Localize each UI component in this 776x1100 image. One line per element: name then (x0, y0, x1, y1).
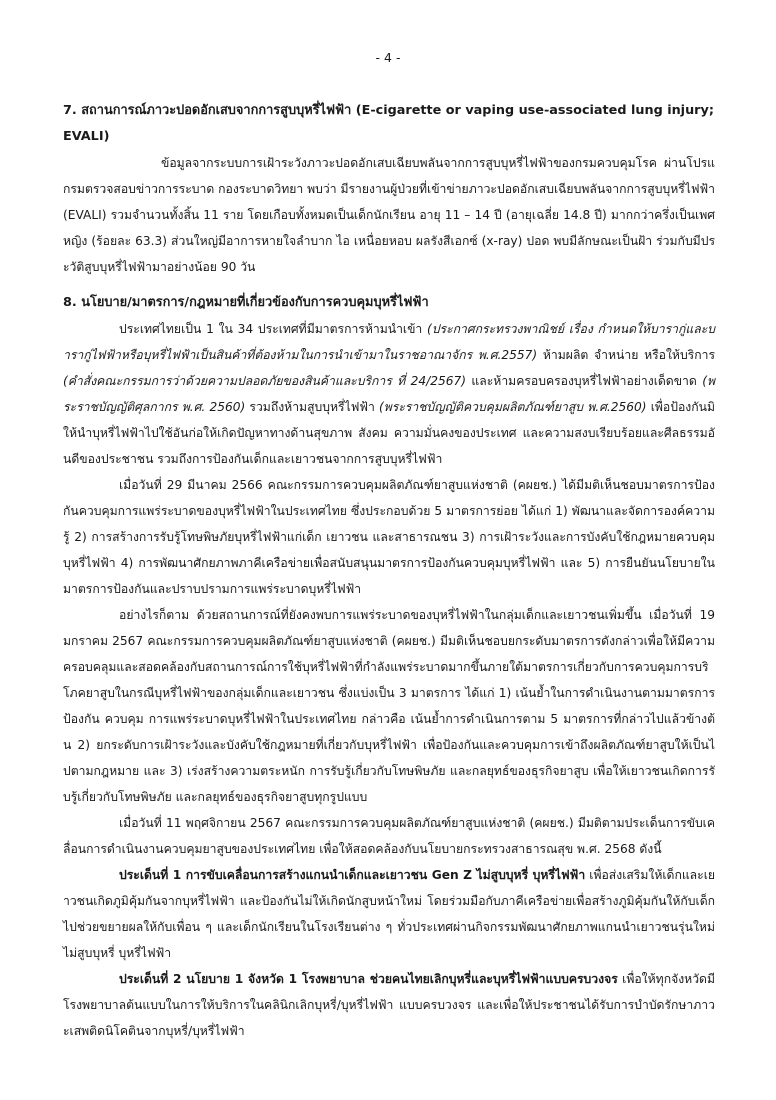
page-content (63, 98, 715, 1044)
section-8-paragraph-3: อย่างไรก็ตาม ด้วยสถานการณ์ที่ยังคงพบการแพร่ระบาดของบุหรี่ไฟฟ้าในกลุ่มเด็กและเยาวชนเพิ่มขึ้น เมื่อวันที่ 19 มกราคม 2567 คณะกรรมการควบคุมผลิตภัณฑ์ยาสูบแห่งชาติ (คผยช.) มีมติเห็นชอบยกระดับมาตรการดังกล่าวเพื่อให้มีความครอบคลุมและสอดคล้องกับสถานการณ์การใช้บุหรี่ไฟฟ้าที่กำลังแพร่ระบาดมากขึ้นภายใต้มาตรการเกี่ยวกับการควบคุมการบริโภคยาสูบในกรณีบุหรี่ไฟฟ้าของกลุ่มเด็กและเยาวชน ซึ่งแบ่งเป็น 3 มาตรการ ได้แก่ 1) เน้นย้ำในการดำเนินงานตามมาตรการป้องกัน ควบคุม การแพร่ระบาดบุหรี่ไฟฟ้าในประเทศไทย กล่าวคือ เน้นย้ำการดำเนินการตาม 5 มาตรการที่กล่าวไปแล้วข้างต้น 2) ยกระดับการเฝ้าระวังและบังคับใช้กฎหมายที่เกี่ยวกับบุหรี่ไฟฟ้า เพื่อป้องกันและควบคุมการเข้าถึงผลิตภัณฑ์ยาสูบให้เป็นไปตามกฎหมาย และ 3) เร่งสร้างความตระหนัก การรับรู้เกี่ยวกับโทษพิษภัย และกลยุทธ์ของธุรกิจยาสูบ เพื่อให้เยาวชนเกิดการรับรู้เกี่ยวกับโทษพิษภัย และกลยุทธ์ของธุรกิจยาสูบทุกรูปแบบ (63, 608, 715, 804)
section-7 (63, 98, 715, 280)
issue-1-paragraph (63, 862, 715, 966)
section-7-heading: 7. สถานการณ์ภาวะปอดอักเสบจากการสูบบุหรี่ไฟฟ้า (E-cigarette or vaping use-associated lung injury; EVALI) (63, 103, 714, 144)
section-7-paragraph: ข้อมูลจากระบบการเฝ้าระวังภาวะปอดอักเสบเฉียบพลันจากการสูบบุหรี่ไฟฟ้าของกรมควบคุมโรค ผ่านโปรแกรมตรวจสอบข่าวการระบาด กองระบาดวิทยา พบว่า มีรายงานผู้ป่วยที่เข้าข่ายภาวะปอดอักเสบเฉียบพลันจากการสูบบุหรี่ไฟฟ้า (EVALI) รวมจำนวนทั้งสิ้น 11 ราย โดยเกือบทั้งหมดเป็นเด็กนักเรียน อายุ 11 – 14 ปี (อายุเฉลี่ย 14.8 ปี) มากกว่าครึ่งเป็นเพศหญิง (ร้อยละ 63.3) ส่วนใหญ่มีอาการหายใจลำบาก ไอ เหนื่อยหอบ ผลรังสีเอกซ์ (x-ray) ปอด พบมีลักษณะเป็นฝ้า ร่วมกับมีประวัติสูบบุหรี่ไฟฟ้ามาอย่างน้อย 90 วัน (63, 156, 716, 274)
paragraph-text: รวมถึงห้ามสูบบุหรี่ไฟฟ้า (245, 400, 379, 414)
paragraph-text: ห้ามผลิต จำหน่าย หรือให้บริการ (537, 348, 715, 362)
issue-2-paragraph (63, 966, 715, 1044)
issue-1-text: เพื่อส่งเสริมให้เด็กและเยาวชนเกิดภูมิคุ้มกันจากบุหรี่ไฟฟ้า และป้องกันไม่ให้เกิดนักสูบหน้าใหม่ โดยร่วมมือกับภาคีเครือข่ายเพื่อสร้างภูมิคุ้มกันให้กับเด็กไปช่วยขยายผลให้กับเพื่อน ๆ และเด็กนักเรียนในโรงเรียนต่าง ๆ ทั่วประเทศผ่านกิจกรรมพัฒนาศักยภาพแกนนำเยาวชนรุ่นใหม่ไม่สูบบุหรี่ บุหรี่ไฟฟ้า (63, 868, 716, 960)
law-citation: (พระราชบัญญัติศุลกากร พ.ศ. 2560) (63, 374, 716, 414)
section-8-paragraph-1 (63, 316, 715, 472)
issue-2-text: เพื่อให้ทุกจังหวัดมีโรงพยาบาลต้นแบบในการให้บริการในคลินิกเลิกบุหรี่/บุหรี่ไฟฟ้า แบบครบวงจร และเพื่อให้ประชาชนได้รับการบำบัดรักษาภาวะเสพติดนิโคตินจากบุหรี่/บุหรี่ไฟฟ้า (63, 972, 715, 1038)
paragraph-text: เพื่อป้องกันมิให้นำบุหรี่ไฟฟ้าไปใช้อันก่อให้เกิดปัญหาทางด้านสุขภาพ สังคม ความมั่นคงของประเทศ และความสงบเรียบร้อยและศีลธรรมอันดีของประชาชน รวมถึงการป้องกันเด็กและเยาวชนจากการสูบบุหรี่ไฟฟ้า (63, 400, 715, 466)
issue-1-title: ประเด็นที่ 1 การขับเคลื่อนการสร้างแกนนำเด็กและเยาวชน Gen Z ไม่สูบบุหรี่ บุหรี่ไฟฟ้า (119, 868, 586, 882)
issue-2-title: ประเด็นที่ 2 นโยบาย 1 จังหวัด 1 โรงพยาบาล ช่วยคนไทยเลิกบุหรี่และบุหรี่ไฟฟ้าแบบครบวงจร (119, 972, 618, 986)
section-8-paragraph-4: เมื่อวันที่ 11 พฤศจิกายน 2567 คณะกรรมการควบคุมผลิตภัณฑ์ยาสูบแห่งชาติ (คผยช.) มีมติตามประเด็นการขับเคลื่อนการดำเนินงานควบคุมยาสูบของประเทศไทย เพื่อให้สอดคล้องกับนโยบายกระทรวงสาธารณสุข พ.ศ. 2568 ดังนี้ (63, 816, 715, 856)
law-citation: (ประกาศกระทรวงพาณิชย์ เรื่อง กำหนดให้บารากู่และบารากู่ไฟฟ้าหรือบุหรี่ไฟฟ้าเป็นสินค้าที่ต้องห้ามในการนำเข้ามาในราชอาณาจักร พ.ศ.2557) (63, 322, 715, 362)
paragraph-text: และห้ามครอบครองบุหรี่ไฟฟ้าอย่างเด็ดขาด (466, 374, 703, 388)
page-number: - 4 - (375, 50, 401, 65)
section-8-heading: 8. นโยบาย/มาตรการ/กฎหมายที่เกี่ยวข้องกับการควบคุมบุหรี่ไฟฟ้า (63, 295, 429, 310)
law-citation: (คำสั่งคณะกรรมการว่าด้วยความปลอดภัยของสินค้าและบริการ ที่ 24/2567) (63, 374, 467, 388)
section-8 (63, 290, 715, 1044)
section-8-paragraph-2: เมื่อวันที่ 29 มีนาคม 2566 คณะกรรมการควบคุมผลิตภัณฑ์ยาสูบแห่งชาติ (คผยช.) ได้มีมติเห็นชอบมาตรการป้องกันควบคุมการแพร่ระบาดของบุหรี่ไฟฟ้าในประเทศไทย ซึ่งประกอบด้วย 5 มาตรการย่อย ได้แก่ 1) พัฒนาและจัดการองค์ความรู้ 2) การสร้างการรับรู้โทษพิษภัยบุหรี่ไฟฟ้าแก่เด็ก เยาวชน และสาธารณชน 3) การเฝ้าระวังและการบังคับใช้กฎหมายควบคุมบุหรี่ไฟฟ้า 4) การพัฒนาศักยภาพภาคีเครือข่ายเพื่อสนับสนุนมาตรการป้องกันควบคุมบุหรี่ไฟฟ้า และ 5) การยืนยันนโยบายในมาตรการป้องกันและปราบปรามการแพร่ระบาดบุหรี่ไฟฟ้า (63, 478, 715, 596)
paragraph-text: ประเทศไทยเป็น 1 ใน 34 ประเทศที่มีมาตรการห้ามนำเข้า (119, 322, 428, 336)
law-citation: (พระราชบัญญัติควบคุมผลิตภัณฑ์ยาสูบ พ.ศ.2560) (379, 400, 647, 414)
